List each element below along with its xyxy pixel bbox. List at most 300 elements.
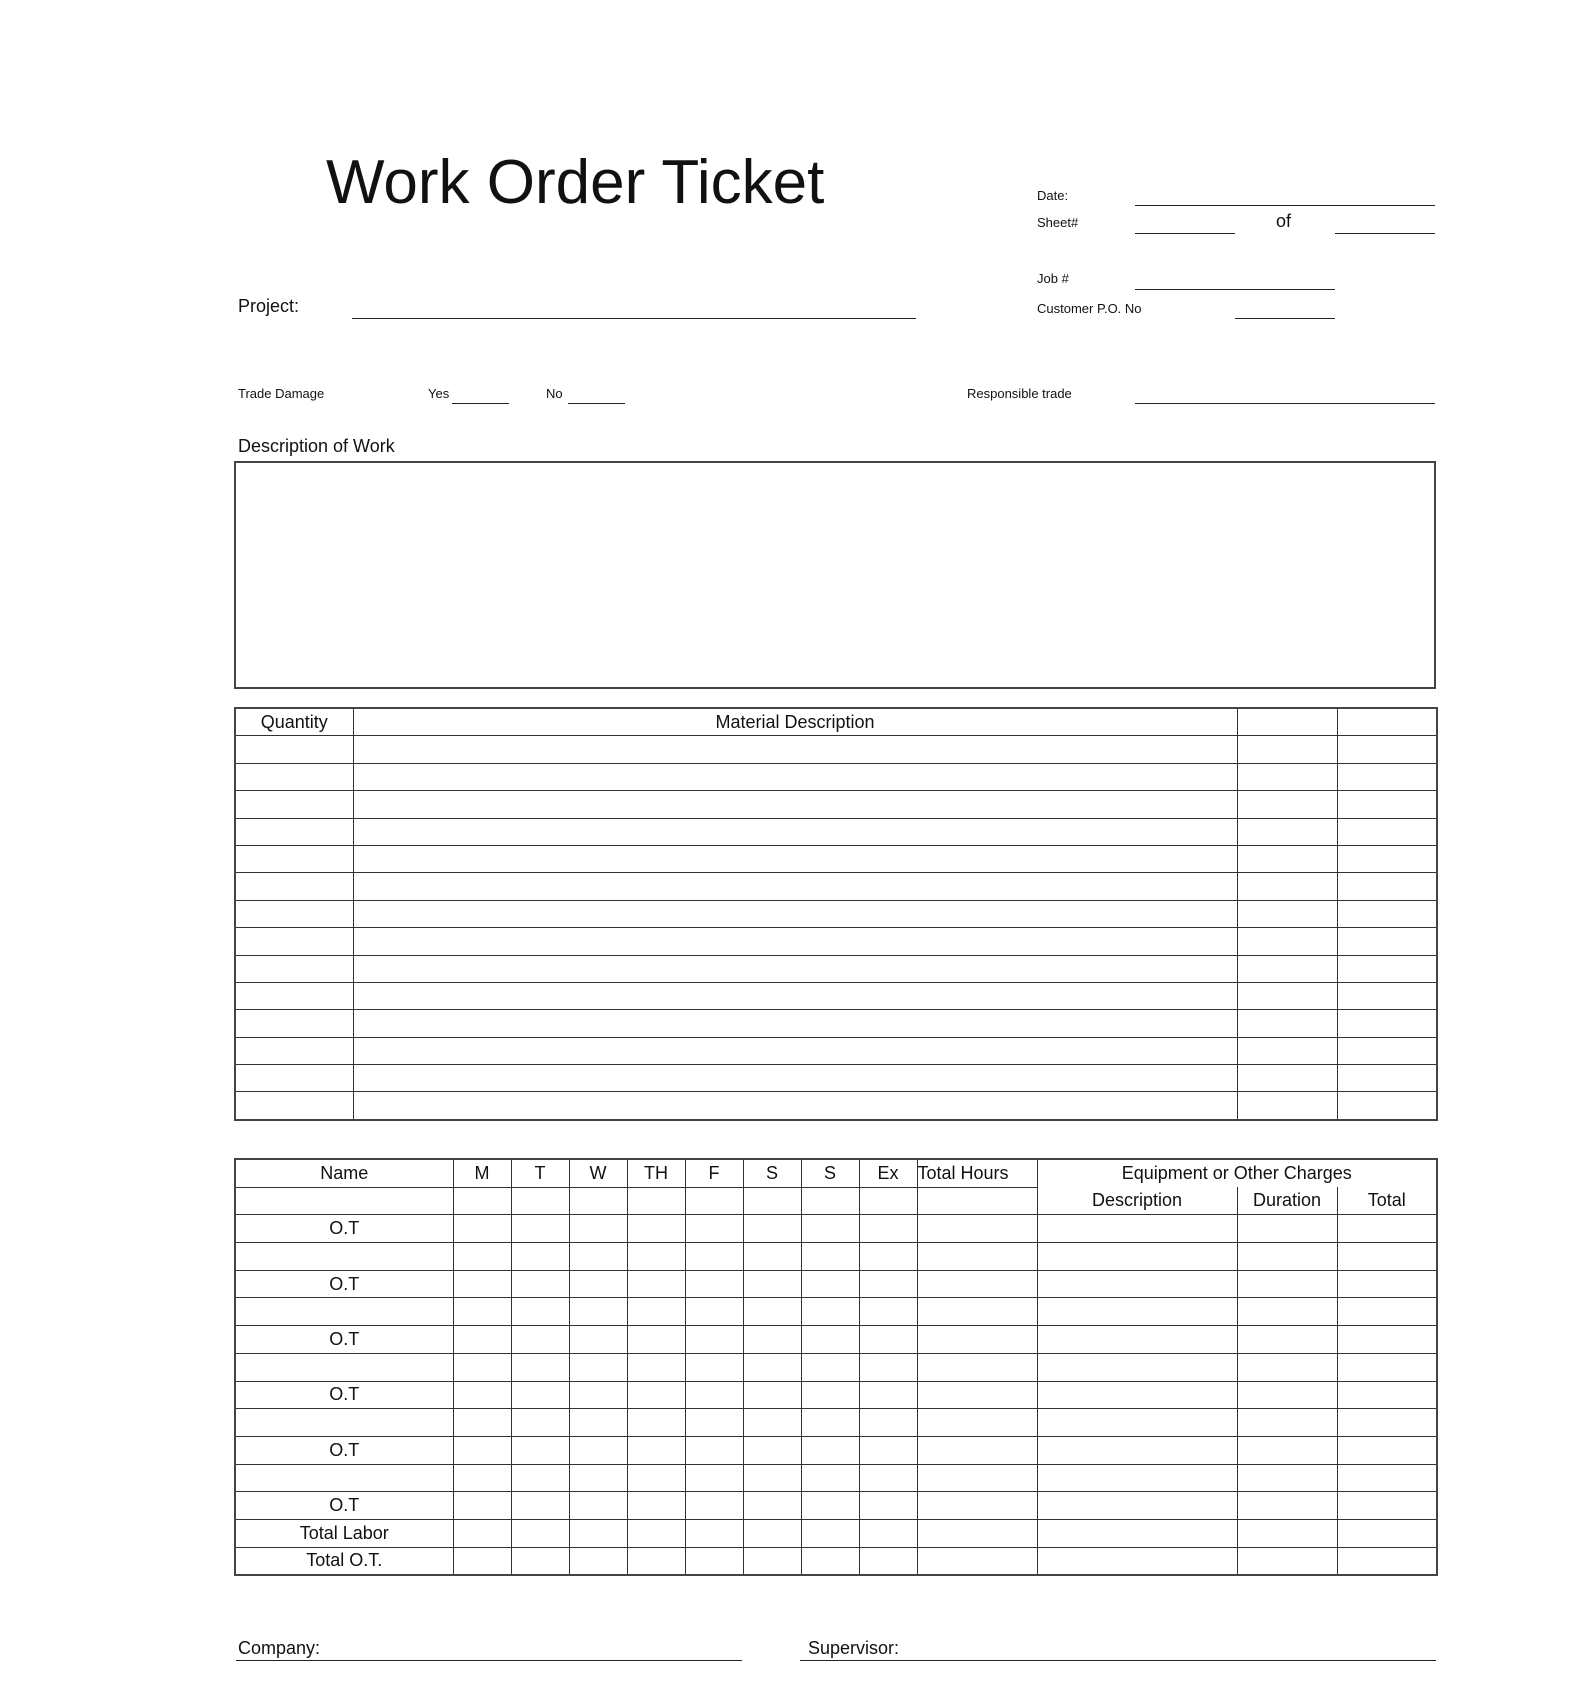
responsible-trade-field[interactable] [1135,403,1435,404]
labor-hours-cell[interactable] [917,1298,1037,1326]
equipment-cell[interactable] [1037,1436,1237,1464]
materials-cell[interactable] [1337,1010,1437,1037]
materials-cell[interactable] [353,1092,1237,1120]
labor-hours-cell[interactable] [917,1270,1037,1298]
materials-cell[interactable] [1237,736,1337,763]
labor-hours-cell[interactable] [453,1270,511,1298]
equipment-cell[interactable] [1337,1270,1437,1298]
materials-row [235,1092,1437,1120]
labor-name-cell: O.T [235,1381,453,1409]
labor-hours-cell[interactable] [743,1298,801,1326]
labor-hours-cell[interactable] [569,1215,627,1243]
materials-cell[interactable] [235,736,353,763]
labor-header-3: W [569,1159,627,1187]
labor-name-cell: O.T [235,1436,453,1464]
equipment-cell[interactable] [1237,1326,1337,1354]
labor-hours-cell[interactable] [511,1436,569,1464]
equipment-cell[interactable] [1037,1243,1237,1271]
materials-row [235,1010,1437,1037]
labor-hours-cell[interactable] [743,1381,801,1409]
equipment-cell[interactable] [1337,1409,1437,1437]
labor-hours-cell[interactable] [569,1270,627,1298]
equipment-cell[interactable] [1237,1353,1337,1381]
labor-hours-cell[interactable] [685,1464,743,1492]
equipment-cell[interactable] [1237,1492,1337,1520]
labor-hours-cell[interactable] [801,1464,859,1492]
labor-header-4: TH [627,1159,685,1187]
labor-hours-cell[interactable] [569,1243,627,1271]
equipment-cell[interactable] [1337,1298,1437,1326]
materials-cell[interactable] [353,1010,1237,1037]
materials-cell[interactable] [1237,1010,1337,1037]
materials-cell[interactable] [353,1037,1237,1064]
labor-hours-cell[interactable] [627,1270,685,1298]
equipment-cell[interactable] [1237,1298,1337,1326]
materials-row [235,1065,1437,1092]
labor-hours-cell[interactable] [917,1326,1037,1354]
materials-header-col3 [1237,708,1337,736]
materials-cell[interactable] [235,791,353,818]
materials-cell[interactable] [353,791,1237,818]
labor-name-cell: O.T [235,1215,453,1243]
labor-hours-cell[interactable] [453,1381,511,1409]
materials-cell[interactable] [1337,873,1437,900]
labor-hours-cell[interactable] [859,1409,917,1437]
labor-header-row [235,1159,1437,1187]
labor-hours-cell[interactable] [511,1187,569,1215]
materials-cell[interactable] [235,763,353,790]
labor-header-6: S [743,1159,801,1187]
labor-hours-cell[interactable] [743,1243,801,1271]
labor-hours-cell[interactable] [511,1215,569,1243]
equipment-cell[interactable] [1237,1409,1337,1437]
quantity-header: Quantity [235,708,353,736]
labor-hours-cell[interactable] [627,1547,685,1575]
labor-hours-cell[interactable] [743,1270,801,1298]
description-of-work-label: Description of Work [238,436,395,456]
materials-cell[interactable] [353,900,1237,927]
materials-cell[interactable] [1237,1092,1337,1120]
labor-header-9: Total Hours [917,1159,1037,1187]
labor-hours-cell[interactable] [685,1187,743,1215]
materials-cell[interactable] [1337,1092,1437,1120]
equipment-description-header: Description [1037,1187,1237,1215]
equipment-cell[interactable] [1237,1215,1337,1243]
equipment-cell[interactable] [1037,1492,1237,1520]
labor-name-cell [235,1298,453,1326]
labor-hours-cell[interactable] [743,1547,801,1575]
date-label: Date: [1037,188,1069,203]
equipment-cell[interactable] [1037,1409,1237,1437]
materials-cell[interactable] [235,1010,353,1037]
labor-hours-cell[interactable] [453,1492,511,1520]
labor-hours-cell[interactable] [627,1215,685,1243]
materials-cell[interactable] [1237,982,1337,1009]
no-field[interactable] [568,403,625,404]
materials-cell[interactable] [1237,818,1337,845]
labor-name-cell: O.T [235,1270,453,1298]
supervisor-field[interactable] [800,1660,1436,1661]
materials-cell[interactable] [235,818,353,845]
company-label: Company: [238,1638,321,1658]
materials-cell[interactable] [1237,845,1337,872]
sheet-number-field[interactable] [1135,233,1235,234]
equipment-duration-header: Duration [1237,1187,1337,1215]
labor-hours-cell[interactable] [453,1187,511,1215]
labor-hours-cell[interactable] [627,1519,685,1547]
labor-hours-cell[interactable] [801,1298,859,1326]
labor-row [235,1464,1437,1492]
sheet-total-field[interactable] [1335,233,1435,234]
labor-hours-cell[interactable] [685,1436,743,1464]
responsible-trade-label: Responsible trade [967,386,1072,401]
labor-hours-cell[interactable] [569,1547,627,1575]
labor-hours-cell[interactable] [627,1353,685,1381]
labor-hours-cell[interactable] [859,1464,917,1492]
labor-hours-cell[interactable] [627,1436,685,1464]
labor-hours-cell[interactable] [627,1492,685,1520]
labor-hours-cell[interactable] [685,1381,743,1409]
labor-hours-cell[interactable] [743,1492,801,1520]
labor-hours-cell[interactable] [801,1519,859,1547]
materials-cell[interactable] [1237,763,1337,790]
labor-hours-cell[interactable] [801,1270,859,1298]
labor-name-cell [235,1187,453,1215]
equipment-cell[interactable] [1237,1270,1337,1298]
equipment-cell[interactable] [1337,1381,1437,1409]
trade-damage-label: Trade Damage [238,386,325,401]
materials-cell[interactable] [235,955,353,982]
labor-hours-cell[interactable] [511,1270,569,1298]
labor-header-8: Ex [859,1159,917,1187]
labor-hours-cell[interactable] [801,1215,859,1243]
materials-cell[interactable] [1337,736,1437,763]
labor-hours-cell[interactable] [685,1519,743,1547]
labor-hours-cell[interactable] [859,1326,917,1354]
materials-cell[interactable] [353,845,1237,872]
labor-hours-cell[interactable] [511,1547,569,1575]
labor-hours-cell[interactable] [801,1243,859,1271]
equipment-cell[interactable] [1337,1492,1437,1520]
materials-cell[interactable] [353,873,1237,900]
materials-row [235,955,1437,982]
yes-field[interactable] [452,403,509,404]
equipment-cell[interactable] [1037,1298,1237,1326]
labor-row [235,1353,1437,1381]
labor-row [235,1409,1437,1437]
materials-cell[interactable] [235,873,353,900]
labor-hours-cell[interactable] [685,1215,743,1243]
labor-name-cell [235,1243,453,1271]
materials-cell[interactable] [1337,818,1437,845]
labor-name-cell [235,1464,453,1492]
materials-cell[interactable] [353,818,1237,845]
labor-hours-cell[interactable] [569,1409,627,1437]
labor-name-cell: Total O.T. [235,1547,453,1575]
labor-hours-cell[interactable] [917,1353,1037,1381]
labor-hours-cell[interactable] [743,1353,801,1381]
labor-hours-cell[interactable] [801,1381,859,1409]
labor-hours-cell[interactable] [511,1519,569,1547]
labor-hours-cell[interactable] [743,1436,801,1464]
materials-cell[interactable] [1237,1037,1337,1064]
labor-hours-cell[interactable] [685,1270,743,1298]
labor-hours-cell[interactable] [453,1464,511,1492]
equipment-cell[interactable] [1337,1519,1437,1547]
labor-hours-cell[interactable] [453,1215,511,1243]
equipment-cell[interactable] [1237,1547,1337,1575]
labor-row [235,1492,1437,1520]
equipment-cell[interactable] [1037,1464,1237,1492]
materials-cell[interactable] [1337,791,1437,818]
labor-hours-cell[interactable] [685,1409,743,1437]
labor-row [235,1381,1437,1409]
customer-po-field[interactable] [1235,318,1335,319]
labor-hours-cell[interactable] [859,1381,917,1409]
job-number-label: Job # [1037,271,1069,286]
labor-hours-cell[interactable] [453,1243,511,1271]
equipment-cell[interactable] [1237,1436,1337,1464]
labor-hours-cell[interactable] [569,1187,627,1215]
labor-hours-cell[interactable] [801,1326,859,1354]
labor-hours-cell[interactable] [743,1187,801,1215]
labor-hours-cell[interactable] [685,1243,743,1271]
materials-cell[interactable] [1337,845,1437,872]
materials-cell[interactable] [1237,1065,1337,1092]
materials-cell[interactable] [235,1092,353,1120]
materials-cell[interactable] [353,928,1237,955]
labor-hours-cell[interactable] [627,1326,685,1354]
job-number-field[interactable] [1135,289,1335,290]
labor-hours-cell[interactable] [627,1464,685,1492]
materials-cell[interactable] [235,1065,353,1092]
labor-name-cell: Total Labor [235,1519,453,1547]
labor-hours-cell[interactable] [453,1409,511,1437]
materials-cell[interactable] [1237,955,1337,982]
labor-hours-cell[interactable] [917,1215,1037,1243]
materials-cell[interactable] [1337,928,1437,955]
labor-hours-cell[interactable] [511,1326,569,1354]
labor-hours-cell[interactable] [453,1298,511,1326]
labor-hours-cell[interactable] [685,1547,743,1575]
labor-hours-cell[interactable] [685,1298,743,1326]
labor-hours-cell[interactable] [917,1492,1037,1520]
materials-cell[interactable] [353,1065,1237,1092]
labor-row [235,1436,1437,1464]
materials-row [235,900,1437,927]
labor-hours-cell[interactable] [917,1547,1037,1575]
labor-hours-cell[interactable] [569,1464,627,1492]
labor-hours-cell[interactable] [569,1492,627,1520]
labor-hours-cell[interactable] [511,1353,569,1381]
labor-hours-cell[interactable] [859,1270,917,1298]
labor-hours-cell[interactable] [685,1492,743,1520]
labor-hours-cell[interactable] [859,1243,917,1271]
project-label: Project: [238,296,300,316]
materials-cell[interactable] [1337,900,1437,927]
labor-hours-cell[interactable] [569,1326,627,1354]
materials-cell[interactable] [1237,928,1337,955]
labor-row [235,1187,1437,1215]
labor-hours-cell[interactable] [511,1492,569,1520]
project-field[interactable] [352,318,916,319]
labor-hours-cell[interactable] [917,1464,1037,1492]
labor-hours-cell[interactable] [627,1243,685,1271]
labor-hours-cell[interactable] [859,1436,917,1464]
labor-hours-cell[interactable] [801,1353,859,1381]
equipment-cell[interactable] [1037,1353,1237,1381]
labor-header-2: T [511,1159,569,1187]
equipment-cell[interactable] [1337,1243,1437,1271]
equipment-total-header: Total [1337,1187,1437,1215]
labor-hours-cell[interactable] [917,1409,1037,1437]
materials-cell[interactable] [1337,763,1437,790]
labor-hours-cell[interactable] [743,1409,801,1437]
labor-hours-cell[interactable] [511,1243,569,1271]
labor-name-cell: O.T [235,1492,453,1520]
labor-hours-cell[interactable] [453,1353,511,1381]
equipment-cell[interactable] [1037,1326,1237,1354]
labor-hours-cell[interactable] [801,1187,859,1215]
material-description-header: Material Description [353,708,1237,736]
labor-hours-cell[interactable] [453,1436,511,1464]
materials-cell[interactable] [353,763,1237,790]
customer-po-label: Customer P.O. No [1037,301,1142,316]
materials-cell[interactable] [1337,1037,1437,1064]
description-of-work-box[interactable] [234,461,1436,689]
labor-hours-cell[interactable] [569,1519,627,1547]
no-label: No [546,386,563,401]
labor-hours-cell[interactable] [511,1381,569,1409]
equipment-cell[interactable] [1337,1353,1437,1381]
labor-hours-cell[interactable] [917,1436,1037,1464]
equipment-cell[interactable] [1337,1464,1437,1492]
materials-cell[interactable] [1237,791,1337,818]
equipment-cell[interactable] [1237,1381,1337,1409]
materials-cell[interactable] [235,1037,353,1064]
labor-hours-cell[interactable] [453,1547,511,1575]
materials-cell[interactable] [1337,955,1437,982]
materials-cell[interactable] [235,982,353,1009]
labor-name-cell: O.T [235,1326,453,1354]
labor-hours-cell[interactable] [627,1381,685,1409]
labor-hours-cell[interactable] [569,1381,627,1409]
materials-cell[interactable] [235,928,353,955]
materials-row [235,818,1437,845]
materials-cell[interactable] [353,955,1237,982]
labor-row [235,1519,1437,1547]
labor-hours-cell[interactable] [917,1243,1037,1271]
labor-hours-cell[interactable] [569,1436,627,1464]
labor-hours-cell[interactable] [743,1215,801,1243]
equipment-cell[interactable] [1037,1519,1237,1547]
equipment-cell[interactable] [1337,1436,1437,1464]
labor-hours-cell[interactable] [917,1187,1037,1215]
labor-hours-cell[interactable] [801,1492,859,1520]
materials-header-row [235,708,1437,736]
labor-name-cell [235,1409,453,1437]
materials-cell[interactable] [1337,1065,1437,1092]
labor-hours-cell[interactable] [627,1298,685,1326]
equipment-cell[interactable] [1237,1243,1337,1271]
materials-cell[interactable] [1237,900,1337,927]
labor-hours-cell[interactable] [859,1492,917,1520]
materials-row [235,845,1437,872]
page-title: Work Order Ticket [326,148,825,217]
labor-row [235,1547,1437,1575]
materials-row [235,791,1437,818]
equipment-cell[interactable] [1037,1270,1237,1298]
materials-cell[interactable] [1237,873,1337,900]
labor-hours-cell[interactable] [743,1519,801,1547]
labor-hours-cell[interactable] [859,1353,917,1381]
date-field[interactable] [1135,205,1435,206]
labor-hours-cell[interactable] [453,1326,511,1354]
labor-hours-cell[interactable] [569,1298,627,1326]
materials-cell[interactable] [235,900,353,927]
equipment-cell[interactable] [1037,1381,1237,1409]
labor-hours-cell[interactable] [511,1409,569,1437]
labor-hours-cell[interactable] [627,1187,685,1215]
equipment-cell[interactable] [1337,1547,1437,1575]
materials-row [235,873,1437,900]
labor-hours-cell[interactable] [627,1409,685,1437]
materials-cell[interactable] [353,736,1237,763]
materials-cell[interactable] [235,845,353,872]
equipment-cell[interactable] [1337,1215,1437,1243]
labor-hours-cell[interactable] [859,1298,917,1326]
equipment-cell[interactable] [1337,1326,1437,1354]
labor-hours-cell[interactable] [569,1353,627,1381]
labor-hours-cell[interactable] [917,1381,1037,1409]
labor-header-1: M [453,1159,511,1187]
materials-row [235,982,1437,1009]
labor-hours-cell[interactable] [859,1215,917,1243]
labor-name-cell [235,1353,453,1381]
labor-row [235,1270,1437,1298]
materials-cell[interactable] [353,982,1237,1009]
labor-hours-cell[interactable] [801,1409,859,1437]
company-field[interactable] [236,1660,742,1661]
materials-cell[interactable] [1337,982,1437,1009]
labor-hours-cell[interactable] [743,1326,801,1354]
labor-hours-cell[interactable] [859,1519,917,1547]
labor-hours-cell[interactable] [801,1436,859,1464]
labor-hours-cell[interactable] [685,1353,743,1381]
sheet-label: Sheet# [1037,215,1079,230]
labor-hours-cell[interactable] [511,1298,569,1326]
labor-hours-cell[interactable] [453,1519,511,1547]
labor-hours-cell[interactable] [801,1547,859,1575]
labor-hours-cell[interactable] [917,1519,1037,1547]
labor-hours-cell[interactable] [859,1187,917,1215]
labor-row [235,1215,1437,1243]
equipment-cell[interactable] [1037,1215,1237,1243]
equipment-cell[interactable] [1037,1547,1237,1575]
yes-label: Yes [428,386,450,401]
labor-row [235,1243,1437,1271]
labor-hours-cell[interactable] [511,1464,569,1492]
labor-hours-cell[interactable] [685,1326,743,1354]
labor-hours-cell[interactable] [859,1547,917,1575]
labor-row [235,1298,1437,1326]
labor-header-7: S [801,1159,859,1187]
of-label: of [1276,211,1292,231]
equipment-cell[interactable] [1237,1519,1337,1547]
equipment-cell[interactable] [1237,1464,1337,1492]
labor-table [234,1158,1438,1576]
labor-hours-cell[interactable] [743,1464,801,1492]
